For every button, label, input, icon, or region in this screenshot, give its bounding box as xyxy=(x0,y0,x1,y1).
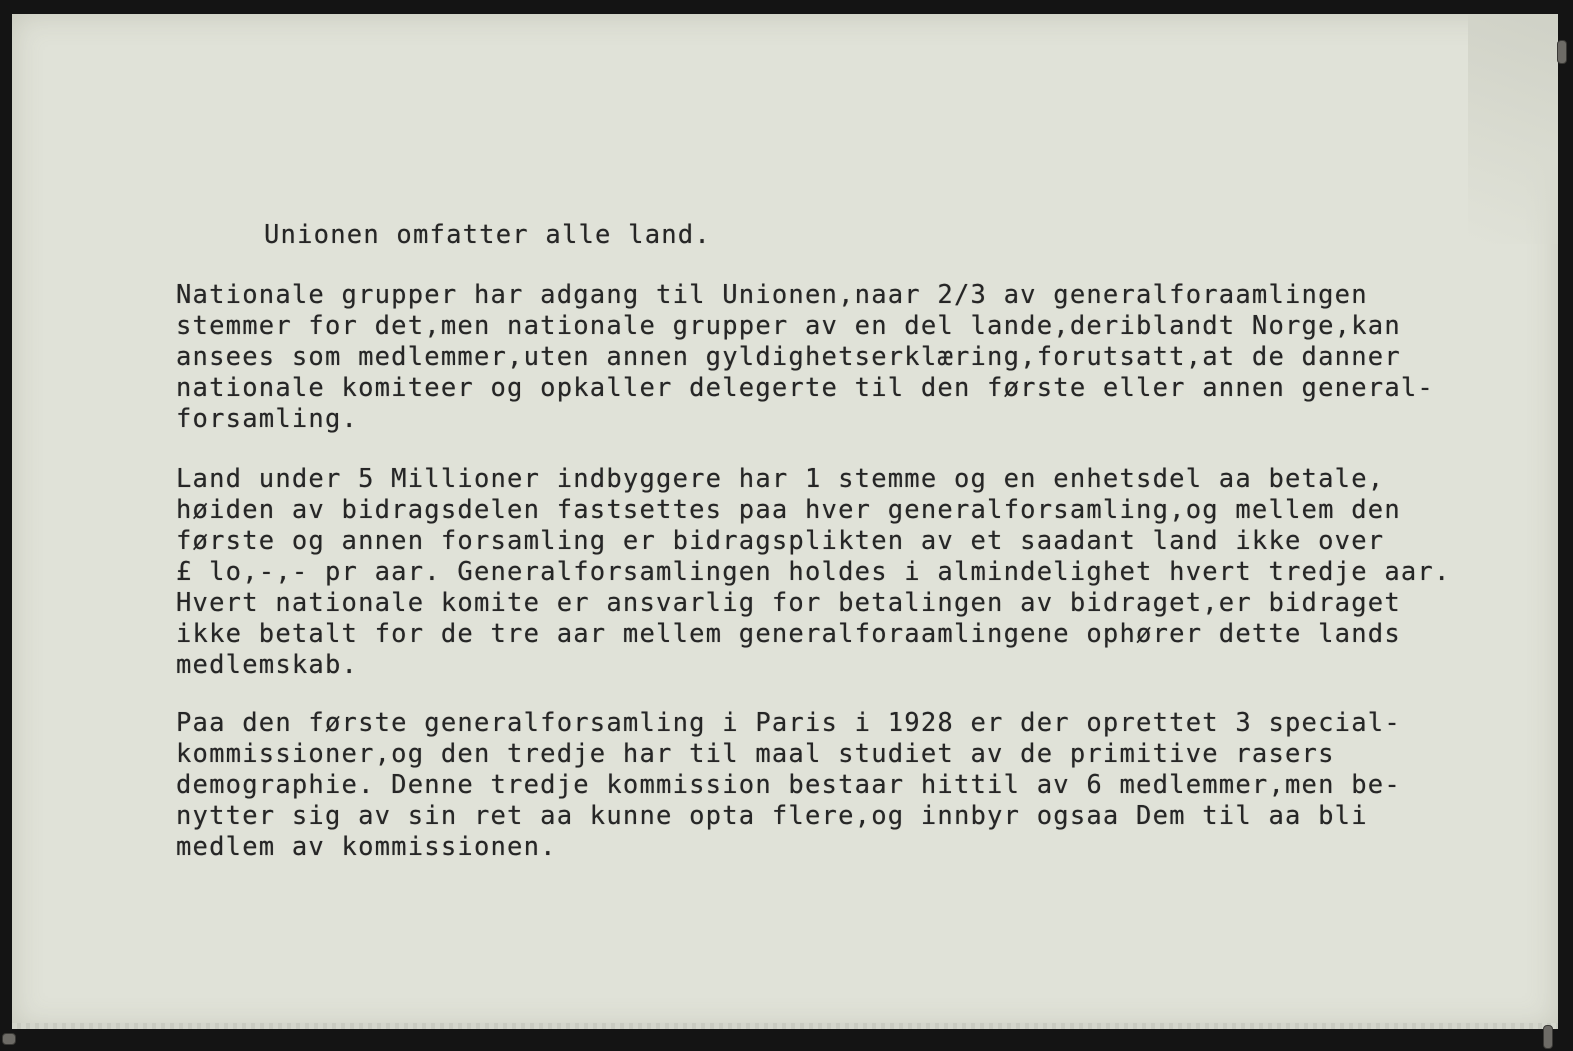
text-line: nationale komiteer og opkaller delegerte til den første eller annen general- xyxy=(176,373,1434,403)
text-line: ikke betalt for de tre aar mellem generalforaamlingene ophører dette lands xyxy=(176,619,1401,649)
binder-clip-icon xyxy=(2,1033,16,1045)
text-line: Land under 5 Millioner indbyggere har 1 stemme og en enhetsdel aa betale, xyxy=(176,464,1385,494)
folded-corner xyxy=(1468,14,1558,244)
text-line: kommissioner,og den tredje har til maal studiet av de primitive rasers xyxy=(176,739,1335,769)
text-line: første og annen forsamling er bidragsplikten av et saadant land ikke over xyxy=(176,526,1385,556)
text-line: Hvert nationale komite er ansvarlig for betalingen av bidraget,er bidraget xyxy=(176,588,1401,618)
text-line: stemmer for det,men nationale grupper av en del lande,deriblandt Norge,kan xyxy=(176,311,1401,341)
text-line: høiden av bidragsdelen fastsettes paa hver generalforsamling,og mellem den xyxy=(176,495,1401,525)
text-line: Nationale grupper har adgang til Unionen,naar 2/3 av generalforaamlingen xyxy=(176,280,1368,310)
binder-clip-icon xyxy=(1543,1025,1553,1049)
torn-bottom-edge xyxy=(12,1023,1558,1029)
text-line: forsamling. xyxy=(176,404,359,434)
text-line: medlem av kommissionen. xyxy=(176,832,557,862)
text-line: Paa den første generalforsamling i Paris i 1928 er der oprettet 3 special- xyxy=(176,708,1401,738)
text-line: demographie. Denne tredje kommission bestaar hittil av 6 medlemmer,men be- xyxy=(176,770,1401,800)
text-line: medlemskab. xyxy=(176,650,359,680)
text-line: £ lo,-,- pr aar. Generalforsamlingen holdes i almindelighet hvert tredje aar. xyxy=(176,557,1451,587)
text-line: ansees som medlemmer,uten annen gyldighetserklæring,forutsatt,at de danner xyxy=(176,342,1401,372)
text-line: nytter sig av sin ret aa kunne opta flere,og innbyr ogsaa Dem til aa bli xyxy=(176,801,1368,831)
binder-clip-icon xyxy=(1557,40,1567,64)
heading: Unionen omfatter alle land. xyxy=(264,220,711,250)
